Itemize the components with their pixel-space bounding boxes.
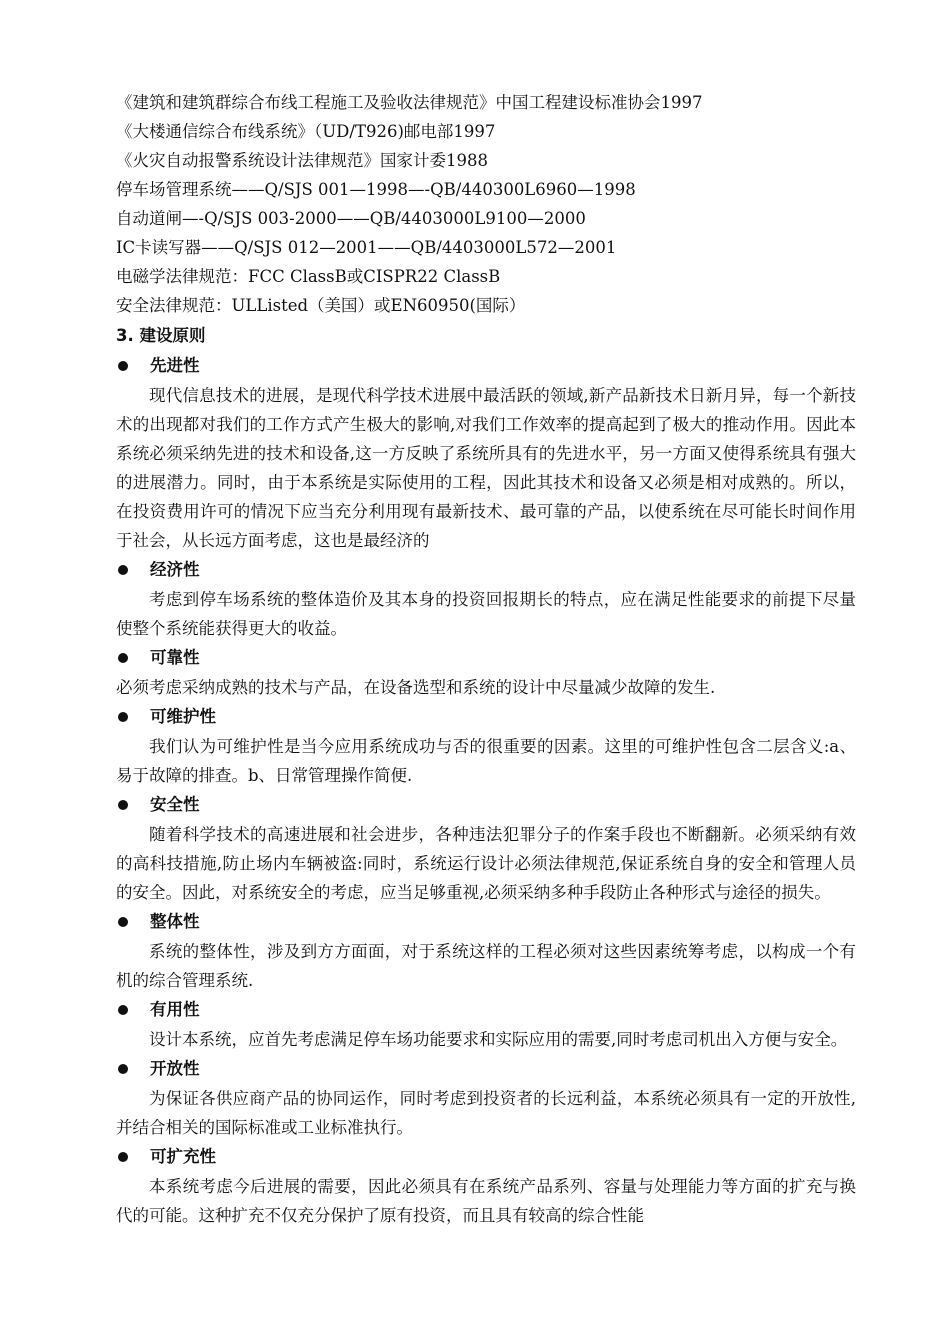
principle-text: 必须考虑采纳成熟的技术与产品，在设备选型和系统的设计中尽量减少故障的发生. (116, 678, 716, 697)
reference-item: 《建筑和建筑群综合布线工程施工及验收法律规范》中国工程建设标准协会1997 (116, 93, 703, 112)
reference-item: 安全法律规范：ULListed（美国）或EN60950(国际） (116, 296, 526, 315)
principle-heading (116, 351, 856, 381)
principle-heading-label: 可维护性 (150, 707, 216, 726)
reference-item: 《火灾自动报警系统设计法律规范》国家计委1988 (116, 151, 488, 170)
principle-text: 我们认为可维护性是当今应用系统成功与否的很重要的因素。这里的可维护性包含二层含义:a、易于故障的排查。b、日常管理操作简便. (116, 737, 856, 785)
principle-heading-label: 可靠性 (150, 648, 200, 667)
principle-text: 系统的整体性，涉及到方方面面，对于系统这样的工程必须对这些因素统筹考虑，以构成一个有机的综合管理系统. (116, 942, 856, 990)
principle-heading (116, 555, 856, 585)
bullet-icon (118, 800, 128, 810)
reference-item: 自动道闸—-Q/SJS 003-2000——QB/4403000L9100—2000 (116, 209, 586, 228)
principle-block (116, 907, 856, 995)
document-page (116, 88, 856, 1230)
bullet-icon (118, 1064, 128, 1074)
reference-list (116, 88, 856, 320)
principle-block (116, 555, 856, 643)
bullet-icon (118, 565, 128, 575)
principle-block (116, 351, 856, 555)
principle-heading (116, 995, 856, 1025)
principle-text: 随着科学技术的高速进展和社会进步，各种违法犯罪分子的作案手段也不断翻新。必须采纳有效的高科技措施,防止场内车辆被盗:同时，系统运行设计必须法律规范,保证系统自身的安全和管理人员的安全。因此，对系统安全的考虑，应当足够重视,必须采纳多种手段防止各种形式与途径的损失。 (116, 825, 856, 902)
principle-heading-label: 开放性 (150, 1059, 200, 1078)
principle-heading (116, 702, 856, 732)
principle-heading-label: 安全性 (150, 795, 200, 814)
bullet-icon (118, 712, 128, 722)
principle-heading (116, 1142, 856, 1172)
reference-item: IC卡读写器——Q/SJS 012—2001——QB/4403000L572—2001 (116, 238, 617, 257)
principle-block (116, 790, 856, 907)
principle-text: 考虑到停车场系统的整体造价及其本身的投资回报期长的特点，应在满足性能要求的前提下尽量使整个系统能获得更大的收益。 (116, 590, 856, 638)
principle-text: 设计本系统，应首先考虑满足停车场功能要求和实际应用的需要,同时考虑司机出入方便与安全。 (149, 1030, 848, 1049)
principle-text: 为保证各供应商产品的协同运作，同时考虑到投资者的长远利益，本系统必须具有一定的开放性,并结合相关的国际标准或工业标准执行。 (116, 1089, 856, 1137)
principle-block (116, 702, 856, 790)
bullet-icon (118, 917, 128, 927)
bullet-icon (118, 653, 128, 663)
bullet-icon (118, 361, 128, 371)
section-heading: 3. 建设原则 (116, 326, 206, 345)
principle-heading (116, 643, 856, 673)
principle-heading-label: 先进性 (150, 356, 200, 375)
principle-heading (116, 907, 856, 937)
principle-heading (116, 790, 856, 820)
bullet-icon (118, 1152, 128, 1162)
principle-block (116, 1142, 856, 1230)
principle-block (116, 1054, 856, 1142)
principle-heading-label: 整体性 (150, 912, 200, 931)
principle-heading (116, 1054, 856, 1084)
bullet-icon (118, 1005, 128, 1015)
reference-item: 电磁学法律规范：FCC ClassB或CISPR22 ClassB (116, 267, 501, 286)
principle-heading-label: 可扩充性 (150, 1147, 216, 1166)
principle-heading-label: 有用性 (150, 1000, 200, 1019)
reference-item: 《大楼通信综合布线系统》（UD/T926)邮电部1997 (116, 122, 496, 141)
reference-item: 停车场管理系统——Q/SJS 001—1998—-QB/440300L6960—1998 (116, 180, 636, 199)
principle-text: 现代信息技术的进展，是现代科学技术进展中最活跃的领域,新产品新技术日新月异，每一个新技术的出现都对我们的工作方式产生极大的影响,对我们工作效率的提高起到了极大的推动作用。因此本系统必须采纳先进的技术和设备,这一方反映了系统所具有的先进水平，另一方面又使得系统具有强大的进展潜力。同时，由于本系统是实际使用的工程，因此其技术和设备又必须是相对成熟的。所以，在投资费用许可的情况下应当充分利用现有最新技术、最可靠的产品，以使系统在尽可能长时间作用于社会，从长远方面考虑，这也是最经济的 (116, 386, 856, 550)
principle-block (116, 995, 856, 1054)
principle-heading-label: 经济性 (150, 560, 200, 579)
principle-block (116, 643, 856, 702)
principle-text: 本系统考虑今后进展的需要，因此必须具有在系统产品系列、容量与处理能力等方面的扩充与换代的可能。这种扩充不仅充分保护了原有投资，而且具有较高的综合性能 (116, 1177, 856, 1225)
